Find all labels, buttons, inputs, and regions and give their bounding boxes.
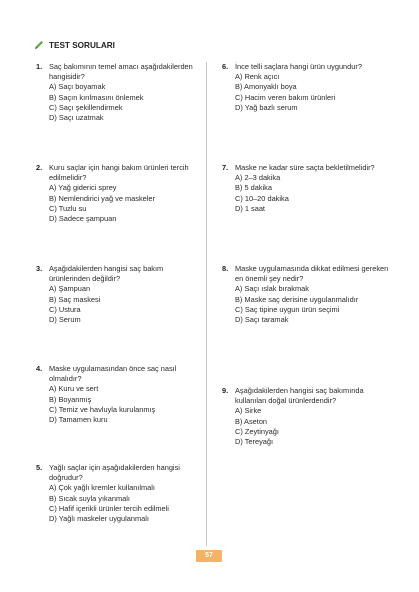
question-text: Kuru saçlar için hangi bakım ürünleri tercih edilmelidir? <box>49 163 189 183</box>
question-number: 7. <box>222 163 229 172</box>
question-4 <box>36 364 206 425</box>
option-b: B) Boyanmış <box>49 394 92 404</box>
option-d: D) Tamamen kuru <box>49 415 108 425</box>
question-text: Maske ne kadar süre saçta bekletilmelidir? <box>235 163 375 172</box>
option-c: C) Saçı şekillendirmek <box>49 102 123 112</box>
option-c: C) 10–20 dakika <box>235 193 289 203</box>
question-text: İnce telli saçlara hangi ürün uygundur? <box>235 62 362 71</box>
option-b: B) Nemlendirici yağ ve maskeler <box>49 193 155 203</box>
option-b: B) Amonyaklı boya <box>235 82 297 92</box>
question-8 <box>222 264 392 325</box>
option-d: D) Saçı uzatmak <box>49 113 104 123</box>
option-d: D) Yağlı maskeler uygulanmalı <box>49 514 149 524</box>
question-number: 8. <box>222 264 229 273</box>
option-b: B) Aseton <box>235 416 268 426</box>
question-5 <box>36 463 206 524</box>
option-b: B) Sıcak suyla yıkanmalı <box>49 493 130 503</box>
question-number: 2. <box>36 163 43 172</box>
question-9 <box>222 386 392 447</box>
option-c: C) Hacim veren bakım ürünleri <box>235 92 336 102</box>
question-number: 3. <box>36 264 43 273</box>
option-c: C) Saç tipine uygun ürün seçimi <box>235 304 340 314</box>
option-a: A) Yağ giderici sprey <box>49 183 117 193</box>
question-number: 4. <box>36 364 43 373</box>
question-number: 9. <box>222 386 229 395</box>
test-header <box>34 40 115 50</box>
question-6 <box>222 62 392 113</box>
option-c: C) Ustura <box>49 304 81 314</box>
question-text: Yağlı saçlar için aşağıdakilerden hangisi doğrudur? <box>49 463 180 483</box>
option-d: D) Tereyağı <box>235 437 274 447</box>
option-c: C) Tuzlu su <box>49 203 87 213</box>
option-d: D) Saçı taramak <box>235 315 289 325</box>
question-number: 6. <box>222 62 229 71</box>
option-b: B) Maske saç derisine uygulanmalıdır <box>235 294 359 304</box>
question-2 <box>36 163 206 224</box>
pencil-icon <box>34 40 44 50</box>
question-3 <box>36 264 206 325</box>
option-a: A) Şampuan <box>49 284 91 294</box>
option-a: A) Renk açıcı <box>235 72 280 82</box>
option-c: C) Hafif içerikli ürünler tercih edilmeli <box>49 503 169 513</box>
question-text: Maske uygulamasından önce saç nasıl olmalıdır? <box>49 364 177 384</box>
question-7 <box>222 163 392 214</box>
page-title: TEST SORULARI <box>49 40 115 50</box>
option-d: D) 1 saat <box>235 203 265 213</box>
option-a: A) Sirke <box>235 406 262 416</box>
option-d: D) Sadece şampuan <box>49 214 117 224</box>
option-a: A) Saçı boyamak <box>49 82 106 92</box>
question-number: 1. <box>36 62 43 71</box>
option-d: D) Serum <box>49 315 81 325</box>
column-divider <box>206 62 207 546</box>
question-text: Aşağıdakilerden hangisi saç bakım ürünlerinden değildir? <box>49 264 164 284</box>
question-number: 5. <box>36 463 43 472</box>
question-1 <box>36 62 206 123</box>
option-a: A) Saçı ıslak bırakmak <box>235 284 309 294</box>
question-text: Maske uygulamasında dikkat edilmesi gereken en önemli şey nedir? <box>235 264 389 284</box>
option-b: B) Saç maskesi <box>49 294 101 304</box>
question-text: Aşağıdakilerden hangisi saç bakımında kullanılan doğal ürünlerdendir? <box>235 386 364 406</box>
question-text: Saç bakımının temel amacı aşağıdakilerden hangisidir? <box>49 62 193 82</box>
option-c: C) Zeytinyağı <box>235 426 279 436</box>
option-d: D) Yağ bazlı serum <box>235 102 298 112</box>
option-a: A) Çok yağlı kremler kullanılmalı <box>49 483 155 493</box>
option-c: C) Temiz ve havluyla kurulanmış <box>49 404 156 414</box>
option-a: A) 2–3 dakika <box>235 173 281 183</box>
option-a: A) Kuru ve sert <box>49 384 99 394</box>
option-b: B) 5 dakika <box>235 183 272 193</box>
option-b: B) Saçın kırılmasını önlemek <box>49 92 144 102</box>
page-number-badge: 57 <box>196 550 222 562</box>
